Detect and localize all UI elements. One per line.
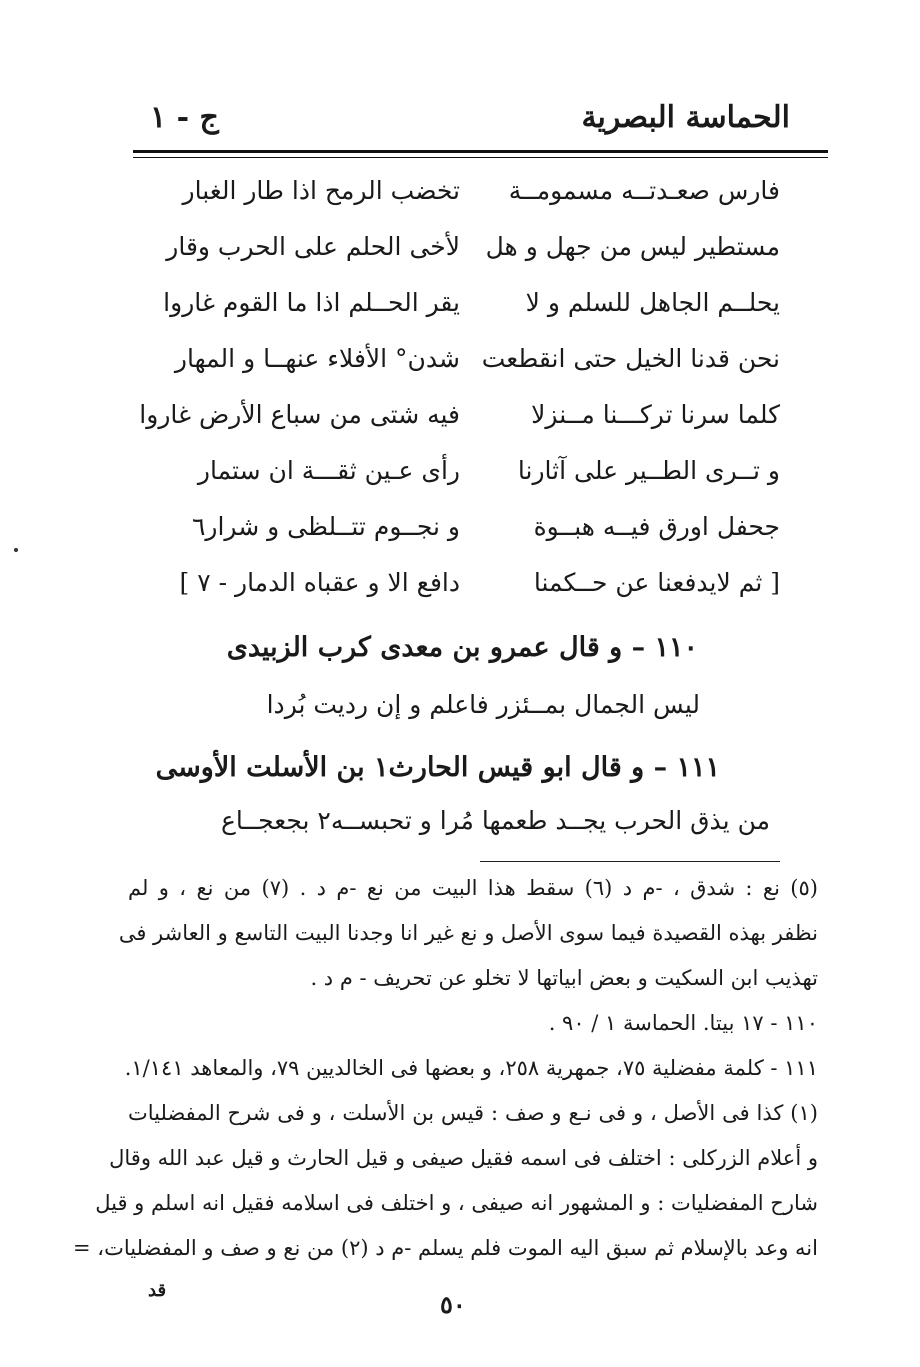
verse-second-hemistich: و نجــوم تتــلظى و شرار٦: [191, 512, 460, 541]
verse-second-hemistich: يقر الحــلم اذا ما القوم غاروا: [163, 288, 460, 317]
verse-couplet: [160, 224, 780, 280]
running-title: الحماسة البصرية: [581, 100, 790, 135]
footnote-line: شارح المفضليات : و المشهور انه صيفى ، و اختلف فى اسلامه فقيل انه اسلم و قيل: [95, 1191, 818, 1215]
verse-first-hemistich: مستطير ليس من جهل و هل: [485, 232, 780, 261]
volume-label: ج - ١: [150, 100, 219, 135]
verse-second-hemistich: لأخى الحلم على الحرب وقار: [166, 232, 460, 261]
footnote-line: ١١١ - كلمة مفضلية ٧٥، جمهرية ٢٥٨، و بعضها فى الخالديين ٧٩، والمعاهد ١/١٤١.: [124, 1056, 818, 1080]
footnote-line: (٥) نع : شدق ، -م د (٦) سقط هذا البيت من نع -م د . (٧) من نع ، و لم: [128, 876, 818, 900]
header-rule-thin: [133, 157, 828, 158]
poem-110-heading: ١١٠ – و قال عمرو بن معدى كرب الزبيدى: [226, 632, 698, 663]
verse-second-hemistich: تخضب الرمح اذا طار الغبار: [182, 176, 460, 205]
verse-first-hemistich: يحلــم الجاهل للسلم و لا: [525, 288, 780, 317]
verse-second-hemistich: فيه شتى من سباع الأرض غاروا: [139, 400, 460, 429]
verse-second-hemistich: دافع الا و عقباه الدمار - ٧ ]: [179, 568, 460, 597]
poem-111-verse: من يذق الحرب يجــد طعمها مُرا و تحبســه٢ بجعجــاع: [220, 806, 770, 835]
verse-second-hemistich: شدن° الأفلاء عنهــا و المهار: [174, 344, 460, 373]
verse-first-hemistich: و تــرى الطــير على آثارنا: [517, 456, 780, 485]
poem-110-verse: ليس الجمال بمــئزر فاعلم و إن رديت بُردا: [266, 690, 700, 719]
page-header: [150, 96, 790, 144]
footnote-line: تهذيب ابن السكيت و بعض ابياتها لا تخلو عن تحريف - م د .: [310, 966, 818, 990]
verse-couplet: [160, 560, 780, 616]
footnote-line: (١) كذا فى الأصل ، و فى نـع و صف : قيس بن الأسلت ، و فى شرح المفضليات: [128, 1101, 818, 1125]
verse-couplet: [160, 280, 780, 336]
verse-couplet: [160, 336, 780, 392]
poem-111-heading: ١١١ – و قال ابو قيس الحارث١ بن الأسلت الأوسى: [155, 752, 720, 783]
verse-second-hemistich: رأى عـين ثقـــة ان ستمار: [197, 456, 460, 485]
verse-couplet: [160, 504, 780, 560]
verse-first-hemistich: نحن قدنا الخيل حتى انقطعت: [481, 344, 780, 373]
footnote-line: و أعلام الزركلى : اختلف فى اسمه فقيل صيفى و قيل الحارث و قيل عبد الله وقال: [109, 1146, 818, 1170]
catchword: قد: [148, 1280, 167, 1301]
footnote-line: ١١٠ - ١٧ بيتا. الحماسة ١ / ٩٠ .: [548, 1011, 818, 1035]
verse-first-hemistich: كلما سرنا تركـــنا مــنزلا: [531, 400, 780, 429]
footnote-rule: [480, 861, 780, 862]
page-number: ٥٠: [440, 1290, 466, 1319]
footnotes: [73, 868, 818, 1273]
poem-verses: [139, 168, 780, 616]
verse-couplet: [160, 448, 780, 504]
verse-first-hemistich: فارس صعـدتــه مسمومــة: [508, 176, 780, 205]
header-rule-thick: [133, 150, 828, 153]
footnote-line: انه وعد بالإسلام ثم سبق اليه الموت فلم يسلم -م د (٢) من نع و صف و المفضليات، =: [73, 1236, 818, 1260]
verse-couplet: [139, 392, 780, 448]
verse-couplet: [160, 168, 780, 224]
footnote-line: نظفر بهذه القصيدة فيما سوى الأصل و نع غير انا وجدنا البيت التاسع و العاشر فى: [118, 921, 818, 945]
verse-first-hemistich: [ ثم لايدفعنا عن حــكمنا: [533, 568, 780, 597]
ink-speck: [14, 548, 18, 552]
verse-first-hemistich: جحفل اورق فيــه هبــوة: [533, 512, 780, 541]
